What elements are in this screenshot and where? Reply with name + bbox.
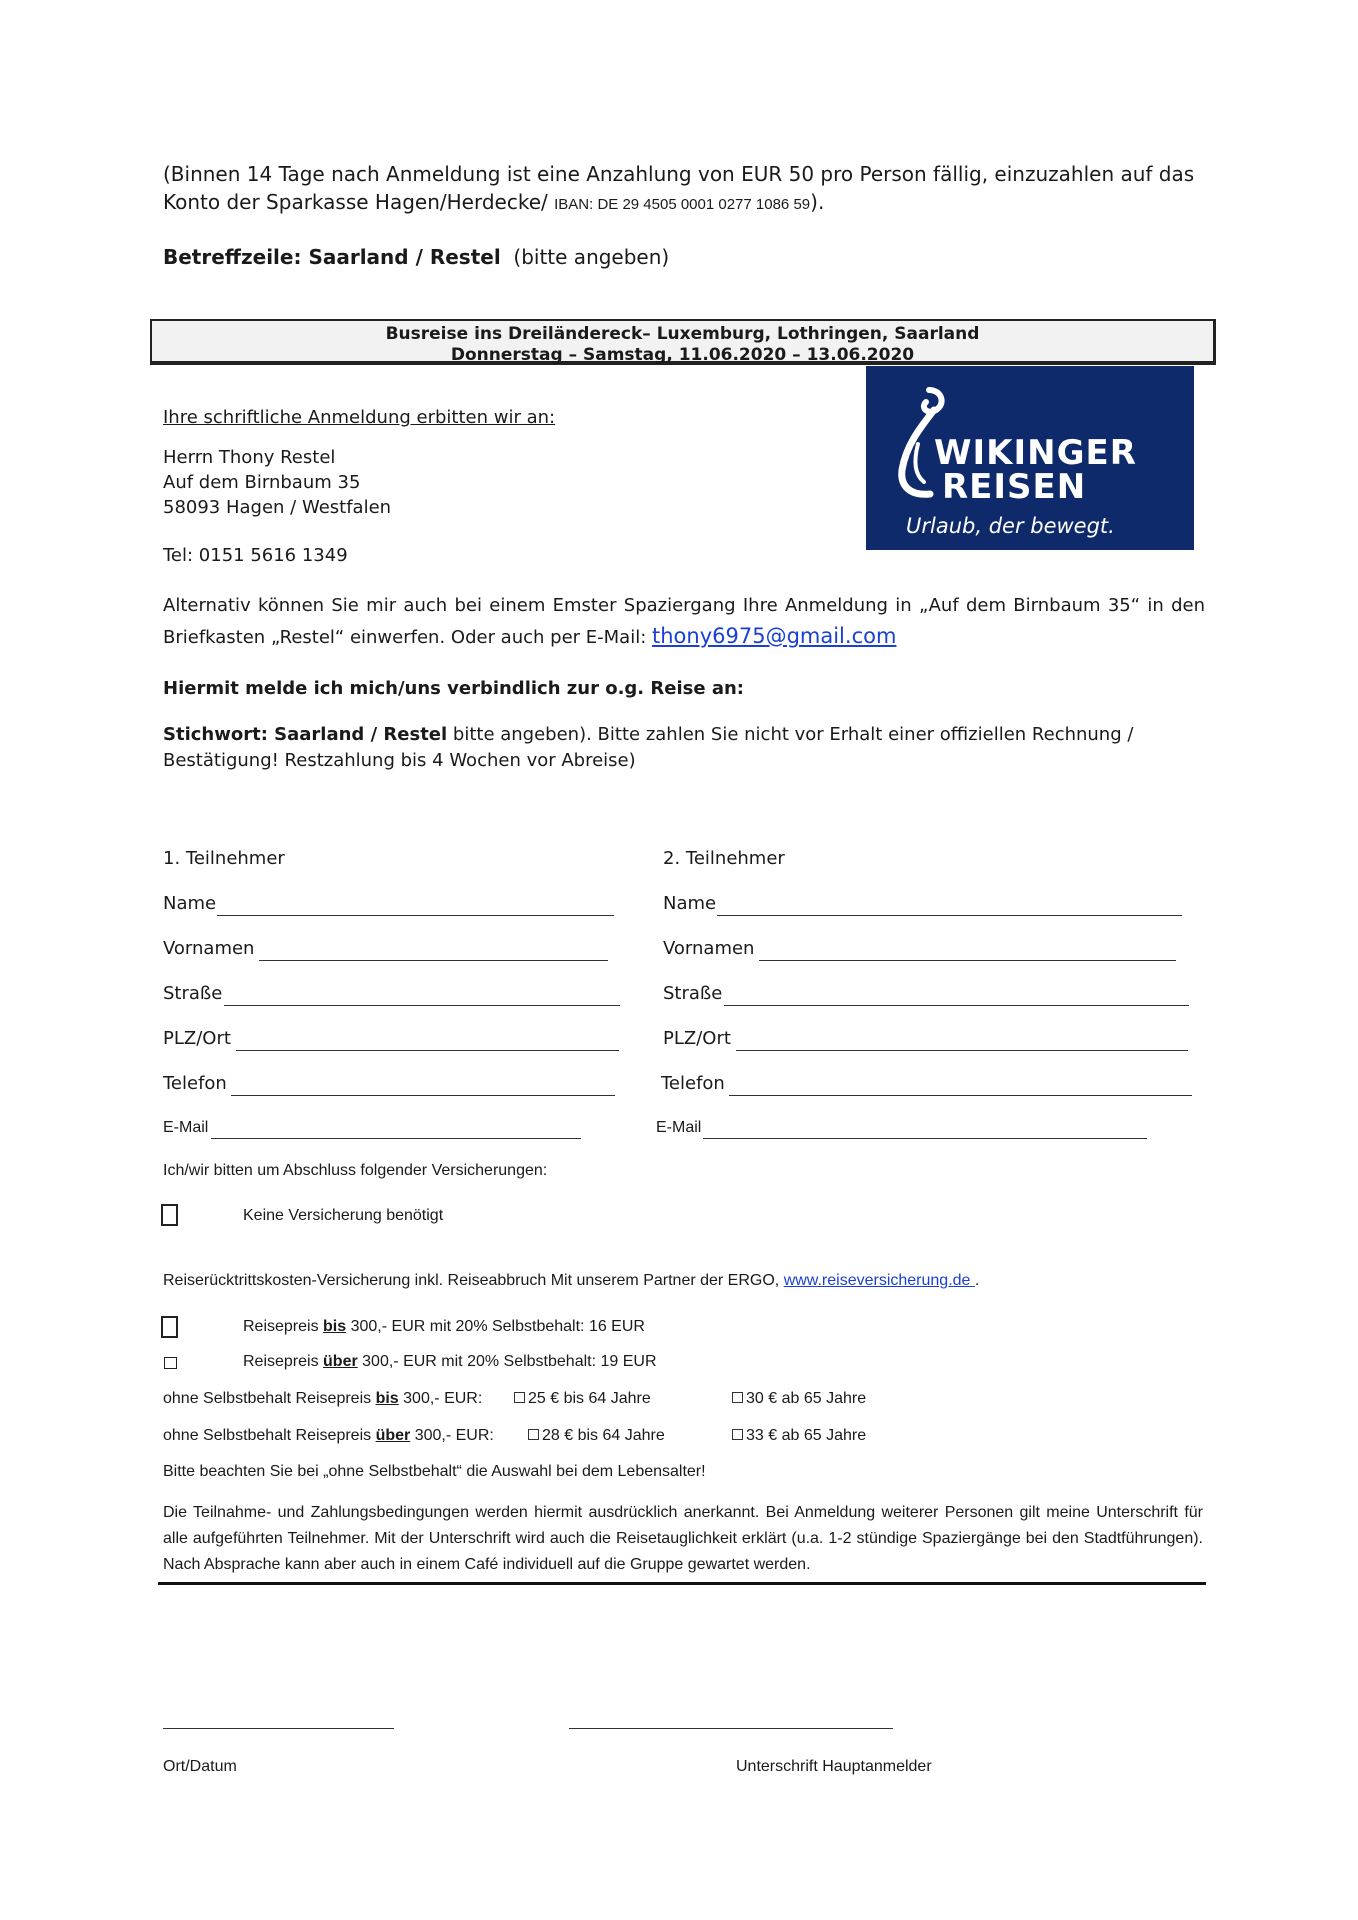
participant-2-email-field[interactable] — [703, 1138, 1147, 1139]
participant-2-vornamen-label: Vornamen — [663, 938, 755, 959]
participant-2-name-label: Name — [663, 893, 717, 914]
no-deductible-bis-text-a: ohne Selbstbehalt Reisepreis — [163, 1390, 376, 1407]
logo-slogan: Urlaub, der bewegt. — [906, 514, 1115, 538]
payment-note-end: ). — [810, 190, 825, 214]
no-insurance-label: Keine Versicherung benötigt — [243, 1207, 444, 1224]
no-insurance-checkbox[interactable] — [161, 1204, 178, 1226]
no-deductible-bis-keyword: bis — [375, 1390, 399, 1407]
email-link[interactable]: thony6975@gmail.com — [652, 624, 897, 648]
alternative-note — [163, 590, 1205, 653]
checkbox-icon[interactable] — [528, 1429, 539, 1440]
participant-1-telefon-label: Telefon — [163, 1073, 227, 1094]
insurance-partner-text: Reiserücktrittskosten-Versicherung inkl. Reiseabbruch Mit unserem Partner der ERGO, — [163, 1272, 784, 1289]
option-bis-300-text-a: Reisepreis — [243, 1318, 324, 1335]
subject-hint: (bitte angeben) — [513, 245, 670, 269]
insurance-partner-end: . — [974, 1272, 980, 1289]
participant-2-strasse-label: Straße — [663, 983, 723, 1004]
no-deductible-bis-option-2[interactable] — [732, 1390, 866, 1408]
option-bis-300-label — [243, 1318, 645, 1336]
participant-2-title: 2. Teilnehmer — [663, 848, 785, 869]
participant-2-email-label: E-Mail — [656, 1119, 702, 1136]
participant-1-email-field[interactable] — [211, 1138, 581, 1139]
participant-2-strasse-field[interactable] — [724, 1005, 1189, 1006]
wikinger-logo — [866, 366, 1194, 550]
participant-1-strasse-label: Straße — [163, 983, 223, 1004]
no-deductible-bis-text-c: 300,- EUR: — [398, 1390, 483, 1407]
checkbox-icon[interactable] — [514, 1392, 525, 1403]
option-ueber-300-keyword: über — [323, 1353, 358, 1370]
participant-1-plzort-label: PLZ/Ort — [163, 1028, 231, 1049]
terms-paragraph: Die Teilnahme- und Zahlungsbedingungen werden hiermit ausdrücklich anerkannt. Bei Anmeldung weiterer Personen gilt meine Unterschrift für alle aufgeführten Teilnehmer. Mit der Unterschrift wird auch die Reisetauglichkeit erklärt (u.a. 1-2 stündige Spaziergänge bei den Stadtführungen). Nach Absprache kann aber auch in einem Café individuell auf die Gruppe gewartet werden. — [163, 1504, 1203, 1573]
contact-phone: Tel: 0151 5616 1349 — [163, 545, 348, 566]
option-ueber-300-checkbox[interactable] — [164, 1357, 177, 1369]
no-deductible-ueber-keyword: über — [375, 1427, 411, 1444]
participant-2-plzort-field[interactable] — [736, 1050, 1188, 1051]
no-deductible-ueber-option-2[interactable] — [732, 1427, 866, 1445]
participant-2-telefon-field[interactable] — [729, 1095, 1192, 1096]
no-deductible-ueber-option-2-label: 33 € ab 65 Jahre — [746, 1427, 867, 1444]
participant-1-email-label: E-Mail — [163, 1119, 209, 1136]
logo-word-reisen: REISEN — [942, 467, 1087, 507]
alternative-text: Alternativ können Sie mir auch bei einem Emster Spaziergang Ihre Anmeldung in „Auf dem Birnbaum 35“ in den Briefkasten „Restel“ einwerfen. Oder auch per E-Mail: — [163, 595, 1205, 648]
no-deductible-ueber-option-1-label: 28 € bis 64 Jahre — [542, 1427, 665, 1444]
option-ueber-300-label — [243, 1353, 657, 1371]
contact-street: Auf dem Birnbaum 35 — [163, 472, 361, 493]
no-deductible-ueber-option-1[interactable] — [528, 1427, 665, 1445]
place-date-label: Ort/Datum — [163, 1758, 237, 1775]
option-bis-300-keyword: bis — [323, 1318, 347, 1335]
age-selection-note: Bitte beachten Sie bei „ohne Selbstbehalt“ die Auswahl bei dem Lebensalter! — [163, 1463, 706, 1480]
reiseversicherung-link[interactable]: www.reiseversicherung.de — [783, 1272, 975, 1289]
stichwort-note — [163, 722, 1205, 774]
participant-2-telefon-label: Telefon — [661, 1073, 725, 1094]
no-deductible-bis-option-2-label: 30 € ab 65 Jahre — [746, 1390, 867, 1407]
participant-1-title: 1. Teilnehmer — [163, 848, 285, 869]
subject-line — [163, 245, 669, 269]
option-bis-300-text-c: 300,- EUR mit 20% Selbstbehalt: 16 EUR — [346, 1318, 645, 1335]
iban: IBAN: DE 29 4505 0001 0277 1086 59 — [554, 196, 811, 213]
no-deductible-bis-option-1-label: 25 € bis 64 Jahre — [528, 1390, 651, 1407]
payment-note — [163, 160, 1208, 219]
trip-title-box — [150, 319, 1216, 365]
trip-title: Busreise ins Dreiländereck– Luxemburg, Lothringen, Saarland — [385, 324, 980, 344]
trip-dates: Donnerstag – Samstag, 11.06.2020 – 13.06.2020 — [450, 345, 915, 365]
contact-city: 58093 Hagen / Westfalen — [163, 497, 392, 518]
participant-1-vornamen-field[interactable] — [259, 960, 608, 961]
no-deductible-ueber-text-a: ohne Selbstbehalt Reisepreis — [163, 1427, 376, 1444]
participant-2-name-field[interactable] — [717, 915, 1182, 916]
participant-2-plzort-label: PLZ/Ort — [663, 1028, 731, 1049]
participant-1-name-field[interactable] — [217, 915, 614, 916]
participant-2-vornamen-field[interactable] — [759, 960, 1176, 961]
participant-1-telefon-field[interactable] — [231, 1095, 615, 1096]
place-date-line[interactable] — [163, 1728, 394, 1729]
contact-name: Herrn Thony Restel — [163, 447, 336, 468]
insurance-partner-note — [163, 1272, 979, 1290]
signature-line[interactable] — [569, 1728, 893, 1729]
checkbox-icon[interactable] — [732, 1429, 743, 1440]
insurance-intro: Ich/wir bitten um Abschluss folgender Versicherungen: — [163, 1162, 548, 1179]
no-deductible-ueber-row — [163, 1427, 494, 1445]
option-bis-300-checkbox[interactable] — [161, 1316, 178, 1338]
contact-heading: Ihre schriftliche Anmeldung erbitten wir an: — [163, 407, 556, 428]
option-ueber-300-text-c: 300,- EUR mit 20% Selbstbehalt: 19 EUR — [357, 1353, 657, 1370]
stichwort-text: bitte angeben). Bitte zahlen Sie nicht vor Erhalt einer offiziellen Rechnung / Bestätigung! Restzahlung bis 4 Wochen vor Abreise) — [163, 724, 1134, 771]
participant-1-vornamen-label: Vornamen — [163, 938, 255, 959]
subject-label: Betreffzeile: Saarland / Restel — [163, 245, 501, 269]
signature-label: Unterschrift Hauptanmelder — [736, 1758, 932, 1775]
no-deductible-bis-row — [163, 1390, 482, 1408]
payment-note-text: (Binnen 14 Tage nach Anmeldung ist eine Anzahlung von EUR 50 pro Person fällig, einzuzahlen auf das Konto der Sparkasse Hagen/Herdecke/ — [163, 162, 1195, 214]
participant-1-name-label: Name — [163, 893, 217, 914]
terms-divider — [158, 1582, 1206, 1585]
checkbox-icon[interactable] — [732, 1392, 743, 1403]
option-ueber-300-text-a: Reisepreis — [243, 1353, 324, 1370]
registration-heading: Hiermit melde ich mich/uns verbindlich zur o.g. Reise an: — [163, 678, 745, 699]
participant-1-strasse-field[interactable] — [224, 1005, 620, 1006]
stichwort-label: Stichwort: Saarland / Restel — [163, 724, 448, 745]
no-deductible-ueber-text-c: 300,- EUR: — [410, 1427, 494, 1444]
participant-1-plzort-field[interactable] — [236, 1050, 619, 1051]
logo-word-wikinger: WIKINGER — [934, 433, 1137, 473]
no-deductible-bis-option-1[interactable] — [514, 1390, 651, 1408]
